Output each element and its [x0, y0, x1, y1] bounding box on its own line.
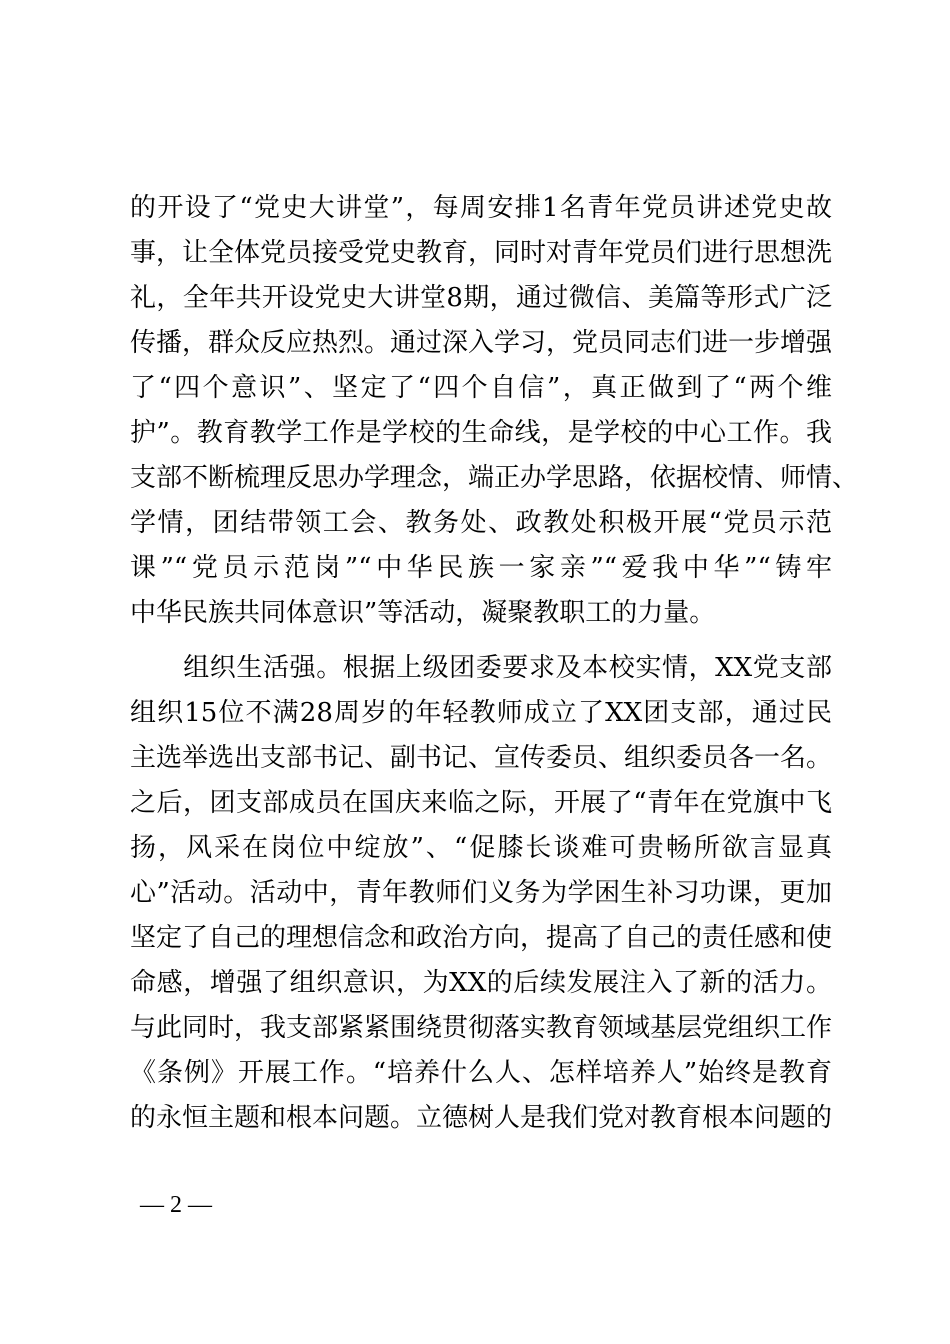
paragraph-2	[130, 646, 832, 1141]
text-line: 传播，群众反应热烈。通过深入学习，党员同志们进一步增强	[130, 328, 833, 358]
text-line: 支部不断梳理反思办学理念，端正办学思路，依据校情、师情、	[130, 463, 859, 493]
text-line: 中华民族共同体意识”等活动，凝聚教职工的力量。	[130, 598, 716, 628]
paragraph-1	[130, 186, 859, 636]
text-line: 的开设了“党史大讲堂”，每周安排1名青年党员讲述党史故	[130, 193, 832, 223]
text-line: 心”活动。活动中，青年教师们义务为学困生补习功课，更加	[130, 878, 832, 908]
text-line: 事，让全体党员接受党史教育，同时对青年党员们进行思想洗	[130, 238, 833, 268]
text-line: 课”“党员示范岗”“中华民族一家亲”“爱我中华”“铸牢	[130, 553, 832, 583]
text-line: 《条例》开展工作。“培养什么人、怎样培养人”始终是教育	[130, 1058, 832, 1088]
text-line: 坚定了自己的理想信念和政治方向，提高了自己的责任感和使	[130, 923, 833, 953]
text-line: 组织15位不满28周岁的年轻教师成立了XX团支部，通过民	[130, 698, 832, 728]
text-line: 命感，增强了组织意识，为XX的后续发展注入了新的活力。	[130, 968, 832, 998]
text-line: 学情，团结带领工会、教务处、政教处积极开展“党员示范	[130, 508, 832, 538]
text-line: 礼，全年共开设党史大讲堂8期，通过微信、美篇等形式广泛	[130, 283, 832, 313]
text-line: 之后，团支部成员在国庆来临之际，开展了“青年在党旗中飞	[130, 788, 832, 818]
text-line: 的永恒主题和根本问题。立德树人是我们党对教育根本问题的	[130, 1103, 833, 1133]
text-line: 扬，风采在岗位中绽放”、“促膝长谈难可贵畅所欲言显真	[130, 833, 832, 863]
text-line: 组织生活强。根据上级团委要求及本校实情，XX党支部	[130, 653, 832, 683]
text-line: 了“四个意识”、坚定了“四个自信”，真正做到了“两个维	[130, 373, 832, 403]
text-line: 主选举选出支部书记、副书记、宣传委员、组织委员各一名。	[130, 743, 833, 773]
text-line: 护”。教育教学工作是学校的生命线，是学校的中心工作。我	[130, 418, 832, 448]
text-line: 与此同时，我支部紧紧围绕贯彻落实教育领域基层党组织工作	[130, 1013, 833, 1043]
page-number: — 2 —	[140, 1192, 212, 1218]
